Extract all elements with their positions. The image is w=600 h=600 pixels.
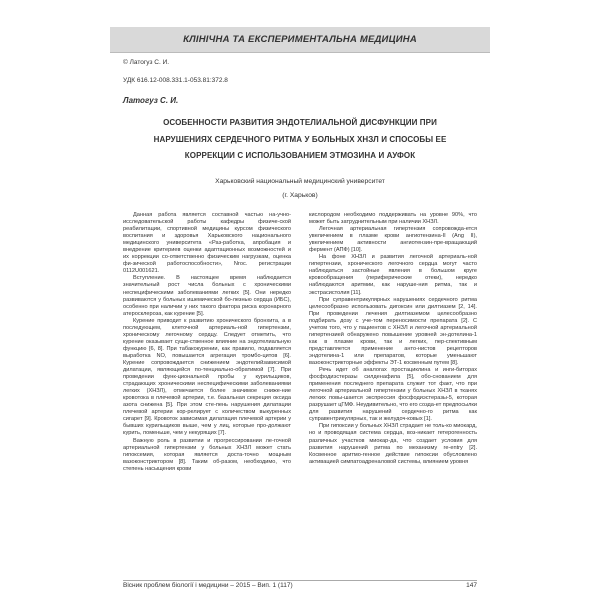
paragraph: При гипоксии у больных ХНЗЛ страдает не толь-ко миокард, но и проводящая система сердца, воз-никает гетерогенность различных участков миокар-да, что создает условия для развития нарушений ритма по механизму re-entry [2]. Косвенное аритмо-генное действие гипоксии обусловлено активацией симпатоадреналовой системы, влиянием уровня [309, 423, 477, 465]
paragraph: Курение приводит к развитию хронического бронхита, а в последующем, клеточной артериаль-ной гипертензии, хроническому легочному сердцу. Следует отметить, что курение оказывает суще-ственное влияние на эндотелиальную функцию [6, 8]. При табакокурении, как правило, подавляется выработка NO, повышается агрегация тромбо-цитов [6]. Курение сопровождается снижением эндотелийзависимой дилатации, являющейся по-тенциально-обратимой [7]. При проведении функ-циональной пробы у курильщиков, страдающих хроническими неспецифическими заболеваниями легких (ХНЗЛ), отмечается более значимое сниже-ние кровотока в плечевой артерии, т.е. базальная секреция оксида азота снижена [5]. При этом сте-пень нарушения дилатации плечевой артерии кор-релирует с количеством выкуренных сигарет [9]. Кровоток зависимая дилатация плечевой артерии у бывших курильщиков выше, чем у лиц, которые про-должают курить, поменьше, чем у некурящих [7]. [123, 317, 291, 437]
paragraph: Речь идет об аналогах простациклина и инги-биторах фосфодиэстеразы силденафила [5], обо-снованием для применения последнего препарата служит тот факт, что при легочной артериальной гипертензии у больных ХНЗЛ в тканях легких повы-шается экспрессия фосфодиэстеразы-5, которая разрушает цГМФ. Неудивительно, что его созда-ет предпосылки для развития нарушений сердечно-го ритма как суправентрикулярных, так и желудоч-ковых [1]. [309, 367, 477, 423]
title-line: КОРРЕКЦИИ С ИСПОЛЬЗОВАНИЕМ ЭТМОЗИНА И АУФОК [184, 151, 416, 160]
section-title: КЛІНІЧНА ТА ЕКСПЕРИМЕНТАЛЬНА МЕДИЦИНА [183, 34, 417, 45]
page-number: 147 [466, 582, 477, 589]
paragraph: Данная работа является составной частью на-учно-исследовательской работы кафедры физиче-ской реабилитации, спортивной медицины курсом физического воспитания и здоровья Харьковского национального медицинского университета «Раз-работка, апробация и внедрение критериев оценки адаптационных возможностей и их коррекции со-ответственно физическим нагрузкам, оценка фи-зической работоспособности», Nгос. регистрации 0112U001621. [123, 212, 291, 275]
paragraph: На фоне ХНЗЛ и развития легочной артериаль-ной гипертензии, хронического легочного сердца могут часто наблюдаться застойные явления в большом круге кровообращения (периферические отеки), нередко наблюдаются аритмии, как наруше-ния ритма, так и экстрасистолия [11]. [309, 254, 477, 296]
affiliation-university: Харьковский национальный медицинский университет [215, 178, 385, 185]
title-line: НАРУШЕНИЯХ СЕРДЕЧНОГО РИТМА У БОЛЬНЫХ ХНЗЛ И СПОСОБЫ ЕЕ [153, 134, 447, 144]
journal-section-header [110, 27, 490, 53]
affiliation-city: (г. Харьков) [282, 192, 318, 199]
title-line: ОСОБЕННОСТИ РАЗВИТИЯ ЭНДОТЕЛИАЛЬНОЙ ДИСФУНКЦИИ ПРИ [163, 118, 437, 127]
author-name: Латогуз С. И. [123, 96, 179, 105]
paragraph: При суправентрикулярных нарушениях сердечного ритма целесообразно использовать дигоксин или дилтиазем [2, 14]. При проведении лечения дилтиаземом целесообразно подбирать дозу с уче-том переносимости препарата [2]. С учетом того, что у пациентов с ХНЗЛ и легочной артериальной гипертензией обнаружено повышение уровней эн-дотелина-1 как в плазме крови, так и легких, пер-спективным представляется применение анто-нистов рецепторов эндотелина-1 или препаратов, которые уменьшают вазоконстрикторные эффекты ЭТ-1 косвенным путем [8]. [309, 296, 477, 366]
paragraph: кислородом необходимо поддерживать на уровне 90%, что может быть затруднительным при наличии ХНЗЛ. [309, 212, 477, 226]
paragraph: Важную роль в развитии и прогрессировании ле-гочной артериальной гипертензии у больных ХНЗЛ может стать гипоксемия, которая является доста-точно мощным вазоконстриктором [8]. Таким об-разом, необходимо, что степень насыщения крови [123, 437, 291, 472]
page-footer [123, 580, 477, 591]
body-column-left [123, 212, 291, 473]
journal-citation: Вісник проблем біології і медицини – 2015 – Вип. 1 (117) [123, 582, 293, 589]
body-column-right [309, 212, 477, 466]
article-title [123, 115, 477, 165]
paragraph: Вступление. В настоящее время наблюдается значительный рост числа больных с хроническими неспецифическими заболеваниями легких [5]. Они нередко развиваются у больных ишемической бо-лезнью сердца (ИБС), особенно при наличии у них такого фактора риска коронарного атеросклероза, как курение [5]. [123, 275, 291, 317]
paragraph: Легочная артериальная гипертензия сопровожда-ется увеличением в плазме крови ангиотензина-II (Ang II), увеличением активности ангиотензин-пре-вращающий фермент (АПФ) [10]. [309, 226, 477, 254]
copyright-line: © Латогуз С. И. [123, 59, 170, 66]
udc-code: УДК 616.12-008.331.1-053.81:372.8 [123, 77, 228, 84]
